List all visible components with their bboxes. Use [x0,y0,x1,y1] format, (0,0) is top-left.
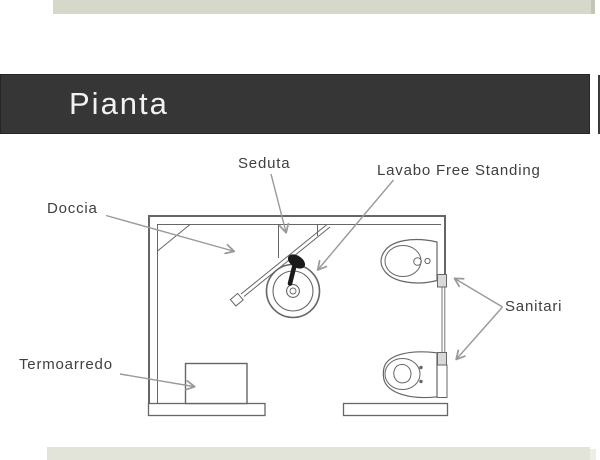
doccia-arrow [106,216,233,252]
label-seduta: Seduta [238,155,291,172]
sanitari-arrow-lower [457,307,503,359]
toilet-tank [437,365,447,398]
washbasin-drawing [267,251,320,317]
bidet-drawing [381,240,437,283]
door-jamb-bottom [438,353,447,366]
bottom-accent-band-edge [590,449,596,460]
bottom-accent-band [47,447,590,460]
radiator-drawing [186,364,248,404]
slide-title: Pianta [69,86,169,121]
termoarredo-arrow [120,374,194,387]
door-jamb-top [438,275,447,288]
label-doccia: Doccia [47,200,98,217]
label-lavabo-free-standing: Lavabo Free Standing [377,162,541,179]
door-leaf-line [442,288,445,353]
toilet-drawing [383,352,447,398]
sanitari-arrow-upper [456,279,503,307]
label-termoarredo: Termoarredo [19,356,113,373]
label-sanitari: Sanitari [505,298,563,315]
seduta-arrow [271,174,286,232]
